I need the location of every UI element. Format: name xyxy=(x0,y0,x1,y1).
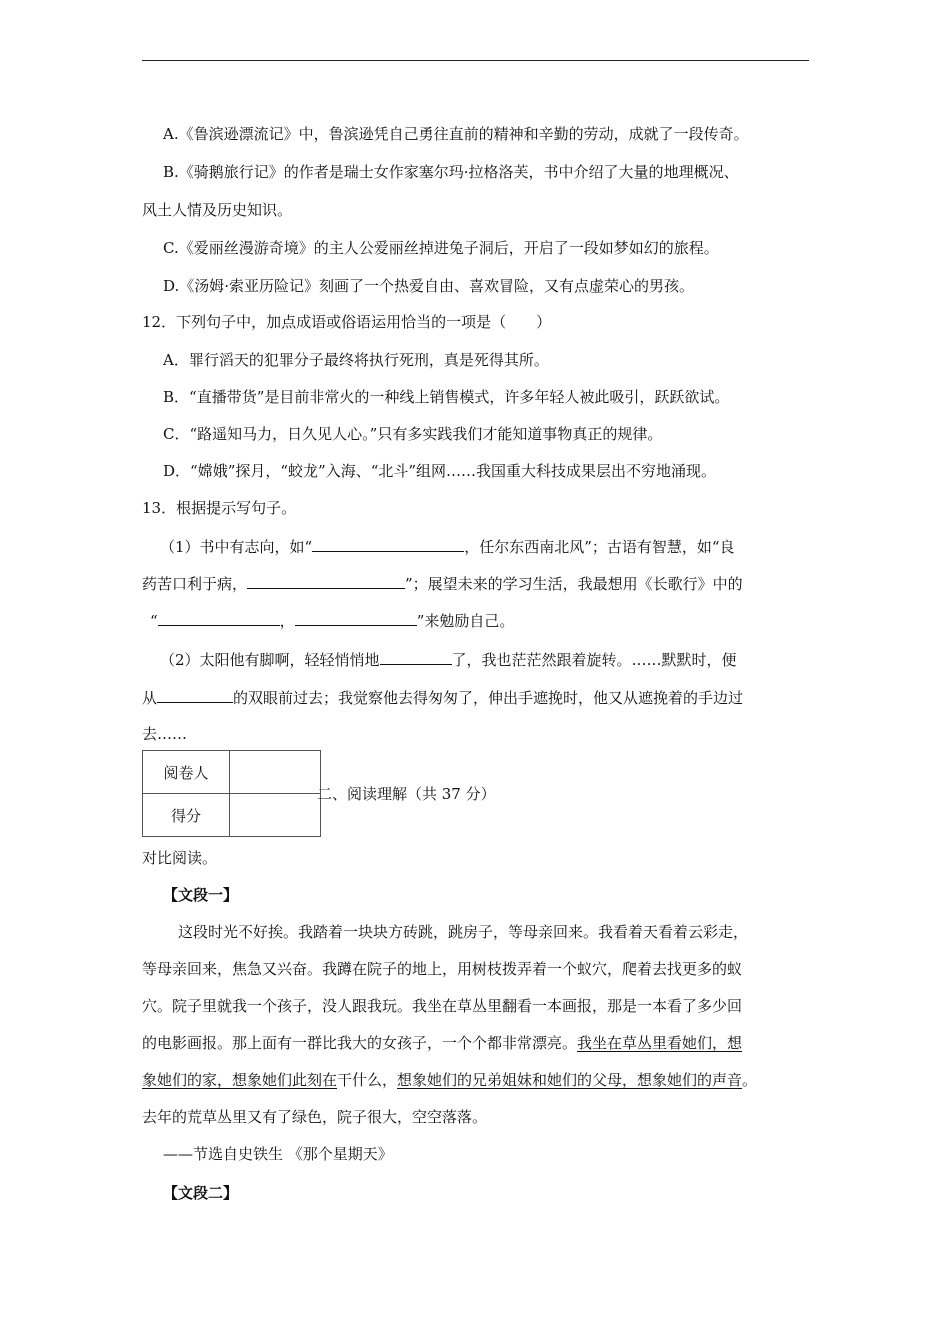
q13-p2-text-d: 的双眼前过去；我觉察他去得匆匆了，伸出手遮挽时，他又从遮挽着的手边过 xyxy=(233,689,744,707)
answer-blank-1[interactable] xyxy=(312,535,464,552)
passage-1-line-4-text: 的电影画报。那上面有一群比我大的女孩子，一个个都非常漂亮。 xyxy=(142,1034,578,1052)
q13-p2-line1 xyxy=(160,648,737,670)
q13-p1-text-a: （1）书中有志向，如“ xyxy=(160,538,313,556)
q13-stem: 13．根据提示写句子。 xyxy=(142,499,297,517)
q13-p1-line3 xyxy=(150,609,514,631)
q13-p1-text-d: ”；展望未来的学习生活，我最想用《长歌行》中的 xyxy=(405,575,743,593)
underlined-sentence-a: 象她们的家，想象她们此刻在 xyxy=(142,1071,338,1089)
q13-p2-text-b: 了，我也茫茫然跟着旋转。……默默时，便 xyxy=(451,651,737,669)
q13-p1-text-g: ”来勉励自己。 xyxy=(416,612,515,630)
header-rule xyxy=(142,60,809,61)
q12-option-a: A．罪行滔天的犯罪分子最终将执行死刑，真是死得其所。 xyxy=(163,351,549,369)
q13-p1-text-b: ，任尔东西南北风”；古语有智慧，如“良 xyxy=(464,538,735,556)
q11-option-c: C.《爱丽丝漫游奇境》的主人公爱丽丝掉进兔子洞后，开启了一段如梦如幻的旅程。 xyxy=(163,239,719,257)
q12-option-b: B．“直播带货”是目前非常火的一种线上销售模式，许多年轻人被此吸引，跃跃欲试。 xyxy=(163,388,730,406)
q13-p1-text-c: 药苦口利于病， xyxy=(142,575,248,593)
q11-option-b-cont: 风土人情及历史知识。 xyxy=(142,201,293,219)
q13-p2-line3: 去…… xyxy=(142,725,188,743)
passage-1-line-4 xyxy=(142,1033,742,1053)
answer-blank-6[interactable] xyxy=(157,686,233,703)
passage-1-line-5-end: 。 xyxy=(742,1071,758,1089)
passage-1-source: ——节选自史铁生 《那个星期天》 xyxy=(163,1145,393,1163)
passage-1-line-1: 这段时光不好挨。我踏着一块块方砖跳，跳房子，等母亲回来。我看着天看着云彩走， xyxy=(178,923,749,941)
reviewer-label: 阅卷人 xyxy=(143,751,230,794)
q13-p2-line2 xyxy=(142,686,743,708)
q13-p2-text-a: （2）太阳他有脚啊，轻轻悄悄地 xyxy=(160,651,380,669)
answer-blank-4[interactable] xyxy=(295,609,417,626)
grade-table xyxy=(142,750,321,837)
q13-p1-line2 xyxy=(142,572,743,594)
passage-1-line-5-text: 干什么， xyxy=(337,1071,398,1089)
answer-blank-2[interactable] xyxy=(247,572,405,589)
q12-stem: 12．下列句子中，加点成语或俗语运用恰当的一项是（ ） xyxy=(142,313,552,331)
passage-1-line-3: 穴。院子里就我一个孩子，没人跟我玩。我坐在草丛里翻看一本画报，那是一本看了多少回 xyxy=(142,997,743,1015)
answer-blank-5[interactable] xyxy=(380,648,452,665)
passage-1-line-5 xyxy=(142,1070,757,1090)
q13-p2-text-c: 从 xyxy=(142,689,158,707)
underlined-sentence-start: 我坐在草丛里看她们，想 xyxy=(577,1034,743,1052)
q11-option-d: D.《汤姆·索亚历险记》刻画了一个热爱自由、喜欢冒险，又有点虚荣心的男孩。 xyxy=(163,277,695,295)
q13-p1-text-f: ， xyxy=(279,612,295,630)
answer-blank-3[interactable] xyxy=(158,609,280,626)
q13-p1-text-e: “ xyxy=(150,612,158,630)
reviewer-cell[interactable] xyxy=(230,751,321,794)
q12-option-c: C．“路遥知马力，日久见人心。”只有多实践我们才能知道事物真正的规律。 xyxy=(163,425,663,443)
score-label: 得分 xyxy=(143,794,230,837)
q13-p1-line1 xyxy=(160,535,735,557)
section-2-title: 二、阅读理解（共 37 分） xyxy=(317,785,496,803)
passage-2-title: 【文段二】 xyxy=(163,1184,239,1202)
reading-intro: 对比阅读。 xyxy=(142,849,218,867)
q11-option-a: A.《鲁滨逊漂流记》中，鲁滨逊凭自己勇往直前的精神和辛勤的劳动，成就了一段传奇。 xyxy=(163,125,749,143)
score-cell[interactable] xyxy=(230,794,321,837)
q11-option-b: B.《骑鹅旅行记》的作者是瑞士女作家塞尔玛·拉格洛芙，书中介绍了大量的地理概况、 xyxy=(163,163,739,181)
q12-option-d: D．“嫦娥”探月，“蛟龙”入海、“北斗”组网……我国重大科技成果层出不穷地涌现。 xyxy=(163,462,717,480)
underlined-sentence-b: 想象她们的兄弟姐妹和她们的父母，想象她们的声音 xyxy=(397,1071,743,1089)
passage-1-line-2: 等母亲回来，焦急又兴奋。我蹲在院子的地上，用树枝拨弄着一个蚁穴，爬着去找更多的蚁 xyxy=(142,960,743,978)
passage-1-line-6: 去年的荒草丛里又有了绿色，院子很大，空空落落。 xyxy=(142,1108,488,1126)
passage-1-title: 【文段一】 xyxy=(163,886,239,904)
